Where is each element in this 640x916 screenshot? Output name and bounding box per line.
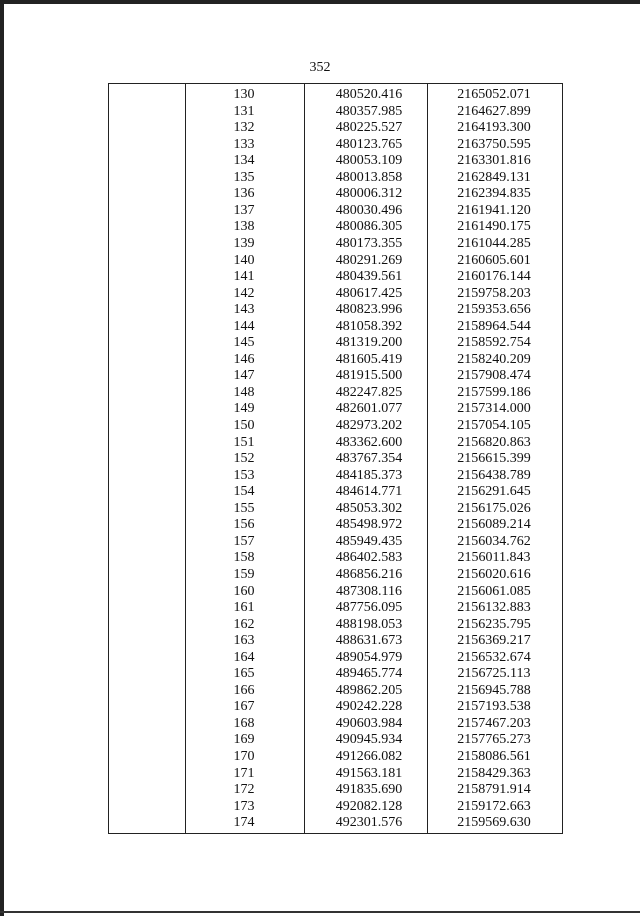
x-coordinate-cell: 491835.690	[335, 782, 403, 798]
x-coordinate-cell: 490603.984	[335, 715, 403, 731]
y-coordinate-cell: 2157599.186	[457, 384, 531, 400]
x-coordinate-cell: 490242.228	[335, 699, 403, 715]
table-row	[109, 319, 562, 336]
table-row	[109, 815, 562, 832]
x-coordinate-cell: 481058.392	[335, 318, 403, 334]
y-coordinate-cell: 2156945.788	[457, 682, 531, 698]
page-number: 352	[309, 60, 331, 75]
y-coordinate-cell: 2161941.120	[457, 202, 531, 218]
point-number-cell: 133	[233, 136, 255, 152]
x-coordinate-cell: 482247.825	[335, 384, 403, 400]
x-coordinate-cell: 480030.496	[335, 202, 403, 218]
table-row	[109, 170, 562, 187]
x-coordinate-cell: 481915.500	[335, 368, 403, 384]
x-coordinate-cell: 489465.774	[335, 666, 403, 682]
point-number-cell: 162	[233, 616, 255, 632]
y-coordinate-cell: 2158964.544	[457, 318, 531, 334]
x-coordinate-cell: 480439.561	[335, 269, 403, 285]
table-row	[109, 666, 562, 683]
table-row	[109, 335, 562, 352]
x-coordinate-cell: 490945.934	[335, 732, 403, 748]
point-number-cell: 174	[233, 815, 255, 831]
table-row	[109, 799, 562, 816]
point-number-cell: 143	[233, 302, 255, 318]
x-coordinate-cell: 484185.373	[335, 467, 403, 483]
x-coordinate-cell: 486402.583	[335, 550, 403, 566]
x-coordinate-cell: 480013.858	[335, 169, 403, 185]
point-number-cell: 132	[233, 120, 255, 136]
y-coordinate-cell: 2160176.144	[457, 269, 531, 285]
x-coordinate-cell: 482601.077	[335, 401, 403, 417]
x-coordinate-cell: 480225.527	[335, 120, 403, 136]
x-coordinate-cell: 485498.972	[335, 517, 403, 533]
table-row	[109, 253, 562, 270]
y-coordinate-cell: 2158592.754	[457, 335, 531, 351]
table-row	[109, 749, 562, 766]
point-number-cell: 172	[233, 782, 255, 798]
point-number-cell: 147	[233, 368, 255, 384]
x-coordinate-cell: 480123.765	[335, 136, 403, 152]
point-number-cell: 170	[233, 749, 255, 764]
point-number-cell: 134	[233, 153, 255, 169]
point-number-cell: 140	[233, 252, 255, 268]
table-row	[109, 401, 562, 418]
x-coordinate-cell: 480006.312	[335, 186, 403, 202]
table-row	[109, 584, 562, 601]
table-row	[109, 517, 562, 534]
point-number-cell: 137	[233, 202, 255, 218]
y-coordinate-cell: 2156011.843	[457, 550, 531, 566]
table-row	[109, 699, 562, 716]
table-row	[109, 534, 562, 551]
table-row	[109, 286, 562, 303]
point-number-cell: 153	[233, 467, 255, 483]
x-coordinate-cell: 480357.985	[335, 103, 403, 119]
x-coordinate-cell: 480520.416	[335, 87, 403, 102]
y-coordinate-cell: 2156132.883	[457, 600, 531, 616]
table-row	[109, 468, 562, 485]
table-row	[109, 567, 562, 584]
scan-edge-left	[0, 0, 4, 916]
y-coordinate-cell: 2164193.300	[457, 120, 531, 136]
y-coordinate-cell: 2159569.630	[457, 815, 531, 831]
x-coordinate-cell: 492301.576	[335, 815, 403, 831]
x-coordinate-cell: 481319.200	[335, 335, 403, 351]
x-coordinate-cell: 485949.435	[335, 533, 403, 549]
table-row	[109, 600, 562, 617]
point-number-cell: 167	[233, 699, 255, 715]
table-row	[109, 203, 562, 220]
x-coordinate-cell: 487756.095	[335, 600, 403, 616]
y-coordinate-cell: 2163301.816	[457, 153, 531, 169]
point-number-cell: 136	[233, 186, 255, 202]
y-coordinate-cell: 2156615.399	[457, 451, 531, 467]
x-coordinate-cell: 487308.116	[336, 583, 402, 599]
table-row	[109, 633, 562, 650]
y-coordinate-cell: 2161044.285	[457, 235, 531, 251]
table-row	[109, 153, 562, 170]
point-number-cell: 131	[233, 103, 255, 119]
x-coordinate-cell: 483767.354	[335, 451, 403, 467]
y-coordinate-cell: 2162849.131	[457, 169, 531, 185]
x-coordinate-cell: 480617.425	[335, 285, 403, 301]
table-row	[109, 186, 562, 203]
x-coordinate-cell: 491266.082	[335, 749, 403, 764]
y-coordinate-cell: 2158086.561	[457, 749, 531, 764]
y-coordinate-cell: 2158429.363	[457, 765, 531, 781]
y-coordinate-cell: 2157467.203	[457, 715, 531, 731]
y-coordinate-cell: 2161490.175	[457, 219, 531, 235]
table-row	[109, 550, 562, 567]
table-row	[109, 683, 562, 700]
y-coordinate-cell: 2156725.113	[457, 666, 531, 682]
y-coordinate-cell: 2156175.026	[457, 500, 531, 516]
point-number-cell: 149	[233, 401, 255, 417]
y-coordinate-cell: 2157193.538	[457, 699, 531, 715]
table-row	[109, 617, 562, 634]
point-number-cell: 146	[233, 351, 255, 367]
x-coordinate-cell: 491563.181	[335, 765, 403, 781]
x-coordinate-cell: 488631.673	[335, 633, 403, 649]
y-coordinate-cell: 2158791.914	[457, 782, 531, 798]
x-coordinate-cell: 484614.771	[335, 484, 403, 500]
table-row	[109, 120, 562, 137]
y-coordinate-cell: 2156020.616	[457, 566, 531, 582]
y-coordinate-cell: 2163750.595	[457, 136, 531, 152]
y-coordinate-cell: 2156291.645	[457, 484, 531, 500]
x-coordinate-cell: 480086.305	[335, 219, 403, 235]
x-coordinate-cell: 482973.202	[335, 418, 403, 433]
y-coordinate-cell: 2164627.899	[457, 103, 531, 119]
y-coordinate-cell: 2156438.789	[457, 467, 531, 483]
point-number-cell: 171	[233, 765, 255, 781]
x-coordinate-cell: 486856.216	[335, 566, 403, 582]
point-number-cell: 151	[233, 434, 255, 450]
point-number-cell: 142	[233, 285, 255, 301]
point-number-cell: 150	[233, 418, 255, 433]
table-row	[109, 782, 562, 799]
table-row	[109, 385, 562, 402]
y-coordinate-cell: 2157908.474	[457, 368, 531, 384]
point-number-cell: 154	[233, 484, 255, 500]
point-number-cell: 130	[233, 87, 255, 102]
y-coordinate-cell: 2156061.085	[457, 583, 531, 599]
table-row	[109, 451, 562, 468]
x-coordinate-cell: 488198.053	[335, 616, 403, 632]
point-number-cell: 157	[233, 533, 255, 549]
point-number-cell: 152	[233, 451, 255, 467]
point-number-cell: 165	[233, 666, 255, 682]
point-number-cell: 166	[233, 682, 255, 698]
point-number-cell: 155	[233, 500, 255, 516]
table-row	[109, 650, 562, 667]
x-coordinate-cell: 492082.128	[335, 798, 403, 814]
table-row	[109, 368, 562, 385]
table-row	[109, 766, 562, 783]
y-coordinate-cell: 2157054.105	[457, 418, 531, 433]
point-number-cell: 161	[233, 600, 255, 616]
table-row	[109, 352, 562, 369]
table-row	[109, 484, 562, 501]
y-coordinate-cell: 2159758.203	[457, 285, 531, 301]
table-row	[109, 501, 562, 518]
y-coordinate-cell: 2156034.762	[457, 533, 531, 549]
point-number-cell: 135	[233, 169, 255, 185]
table-row	[109, 236, 562, 253]
point-number-cell: 164	[233, 649, 255, 665]
y-coordinate-cell: 2156235.795	[457, 616, 531, 632]
table-row	[109, 269, 562, 286]
point-number-cell: 173	[233, 798, 255, 814]
y-coordinate-cell: 2159172.663	[457, 798, 531, 814]
point-number-cell: 144	[233, 318, 255, 334]
table-row	[109, 418, 562, 435]
point-number-cell: 145	[233, 335, 255, 351]
point-number-cell: 160	[233, 583, 255, 599]
y-coordinate-cell: 2157314.000	[457, 401, 531, 417]
y-coordinate-cell: 2156089.214	[457, 517, 531, 533]
table-row	[109, 302, 562, 319]
x-coordinate-cell: 480823.996	[335, 302, 403, 318]
y-coordinate-cell: 2159353.656	[457, 302, 531, 318]
point-number-cell: 158	[233, 550, 255, 566]
y-coordinate-cell: 2156532.674	[457, 649, 531, 665]
point-number-cell: 159	[233, 566, 255, 582]
y-coordinate-cell: 2160605.601	[457, 252, 531, 268]
x-coordinate-cell: 483362.600	[335, 434, 403, 450]
x-coordinate-cell: 480291.269	[335, 252, 403, 268]
x-coordinate-cell: 489054.979	[335, 649, 403, 665]
scan-edge-bottom	[0, 911, 640, 913]
point-number-cell: 169	[233, 732, 255, 748]
point-number-cell: 148	[233, 384, 255, 400]
table-row	[109, 716, 562, 733]
table-row	[109, 137, 562, 154]
x-coordinate-cell: 481605.419	[335, 351, 403, 367]
y-coordinate-cell: 2158240.209	[457, 351, 531, 367]
table-row	[109, 87, 562, 104]
x-coordinate-cell: 480053.109	[335, 153, 403, 169]
point-number-cell: 163	[233, 633, 255, 649]
y-coordinate-cell: 2157765.273	[457, 732, 531, 748]
y-coordinate-cell: 2165052.071	[457, 87, 531, 102]
table-row	[109, 104, 562, 121]
x-coordinate-cell: 480173.355	[335, 235, 403, 251]
y-coordinate-cell: 2156369.217	[457, 633, 531, 649]
table-row	[109, 732, 562, 749]
scan-edge-top	[0, 0, 640, 4]
table-row	[109, 219, 562, 236]
point-number-cell: 168	[233, 715, 255, 731]
point-number-cell: 156	[233, 517, 255, 533]
y-coordinate-cell: 2156820.863	[457, 434, 531, 450]
coordinate-table	[108, 83, 563, 834]
point-number-cell: 139	[233, 235, 255, 251]
point-number-cell: 141	[233, 269, 255, 285]
point-number-cell: 138	[233, 219, 255, 235]
y-coordinate-cell: 2162394.835	[457, 186, 531, 202]
x-coordinate-cell: 489862.205	[335, 682, 403, 698]
table-row	[109, 435, 562, 452]
x-coordinate-cell: 485053.302	[335, 500, 403, 516]
